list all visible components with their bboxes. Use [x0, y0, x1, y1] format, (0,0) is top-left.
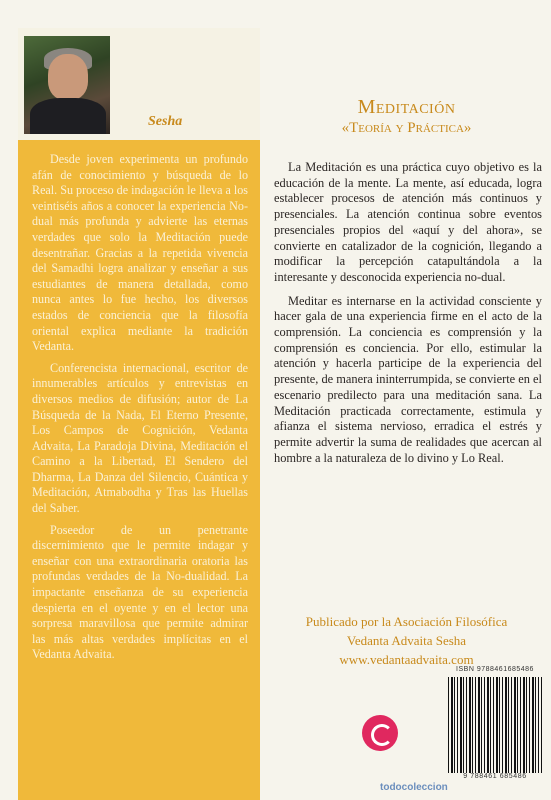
synopsis-paragraph-2: Meditar es internarse en la actividad consciente y hacer gala de una experiencia firme en el acto de la comprensión. La conciencia es comprensión y la comprensión es conciencia. Por ello, estimular la atención y hacerla participe de la experiencia del presente, de manera ininterrumpida, se convierte en el escenario predilecto para una meditación sana. La Meditación practicada correctamente, estimula y afianza el sistema nervioso, erradica el estrés y permite advertir la suma de realidades que acercan al hombre a la naturaleza de lo divino y Lo Real. — [274, 293, 543, 465]
barcode — [448, 666, 542, 791]
watermark: todocoleccion — [380, 782, 448, 793]
author-photo — [24, 36, 110, 134]
bio-paragraph-3: Poseedor de un penetrante discernimiento que le permite indagar y enseñar con una extraordinaria oratoria las profundas verdades de la No-dualidad. La impactante enseñanza de su experiencia despierta en el oyente y en el lector una sorpresa maravillosa que permite admirar las más altas verdades implícitas en el Vedanta Advaita. — [32, 522, 248, 662]
synopsis-paragraph-1: La Meditación es una práctica cuyo objetivo es la educación de la mente. La mente, así educada, logra establecer procesos de atención más continuos y presenciales. La atención continua sobre eventos presenciales propios del «aquí y del ahora», se convierte en catalizador de la cognición, llegando a modificar la percepción catapultándola a la interesante y desconocida experiencia no-dual. — [274, 160, 542, 284]
barcode-number: 9 788461 685486 — [463, 773, 527, 780]
author-column — [18, 28, 260, 800]
publisher-info — [262, 612, 551, 669]
bio-paragraph-2: Conferencista internacional, escritor de innumerables artículos y entrevistas en diversos medios de difusión; autor de La Búsqueda de la Nada, El Eterno Presente, Los Campos de Cognición, Vedanta Advaita, La Paradoja Divina, Meditación el Camino a la Libertad, El Sendero del Dharma, La Danza del Silencio, Cuántica y Meditación, Atmabodha y Tras las Huellas del Saber. — [32, 360, 248, 516]
book-subtitle: «Teoría y Práctica» — [341, 120, 472, 136]
publisher-line-2: Vedanta Advaita Sesha — [346, 633, 467, 648]
barcode-bars — [448, 677, 542, 773]
author-bio-panel — [18, 140, 260, 800]
bio-paragraph-1: Desde joven experimenta un profundo afán de conocimiento y búsqueda de lo Real. Su proceso de indagación le lleva a los veintiséis años a conocer la experiencia No-dual más profunda y advierte las eternas verdades que solo la Meditación puede desentrañar. Gracias a la repetida vivencia del Samadhi logra analizar y enseñar a sus estudiantes de manera detallada, como nunca antes lo fue hecho, los diversos estados de conciencia que la filosofía oriental explica mediante la tradición Vedanta. — [32, 152, 248, 354]
photo-body — [30, 98, 106, 134]
isbn-label: ISBN 9788461685486 — [456, 666, 534, 673]
book-title: Meditación — [357, 96, 456, 118]
author-header — [18, 28, 260, 140]
photo-face — [48, 54, 88, 100]
synopsis-text — [274, 160, 542, 474]
publisher-website: www.vedantaadvaita.com — [339, 652, 474, 667]
synopsis-column — [262, 0, 551, 800]
logo-swirl — [371, 724, 393, 746]
author-name: Sesha — [148, 114, 183, 129]
publisher-logo-icon — [362, 715, 398, 751]
publisher-line-1: Publicado por la Asociación Filosófica — [305, 614, 508, 629]
